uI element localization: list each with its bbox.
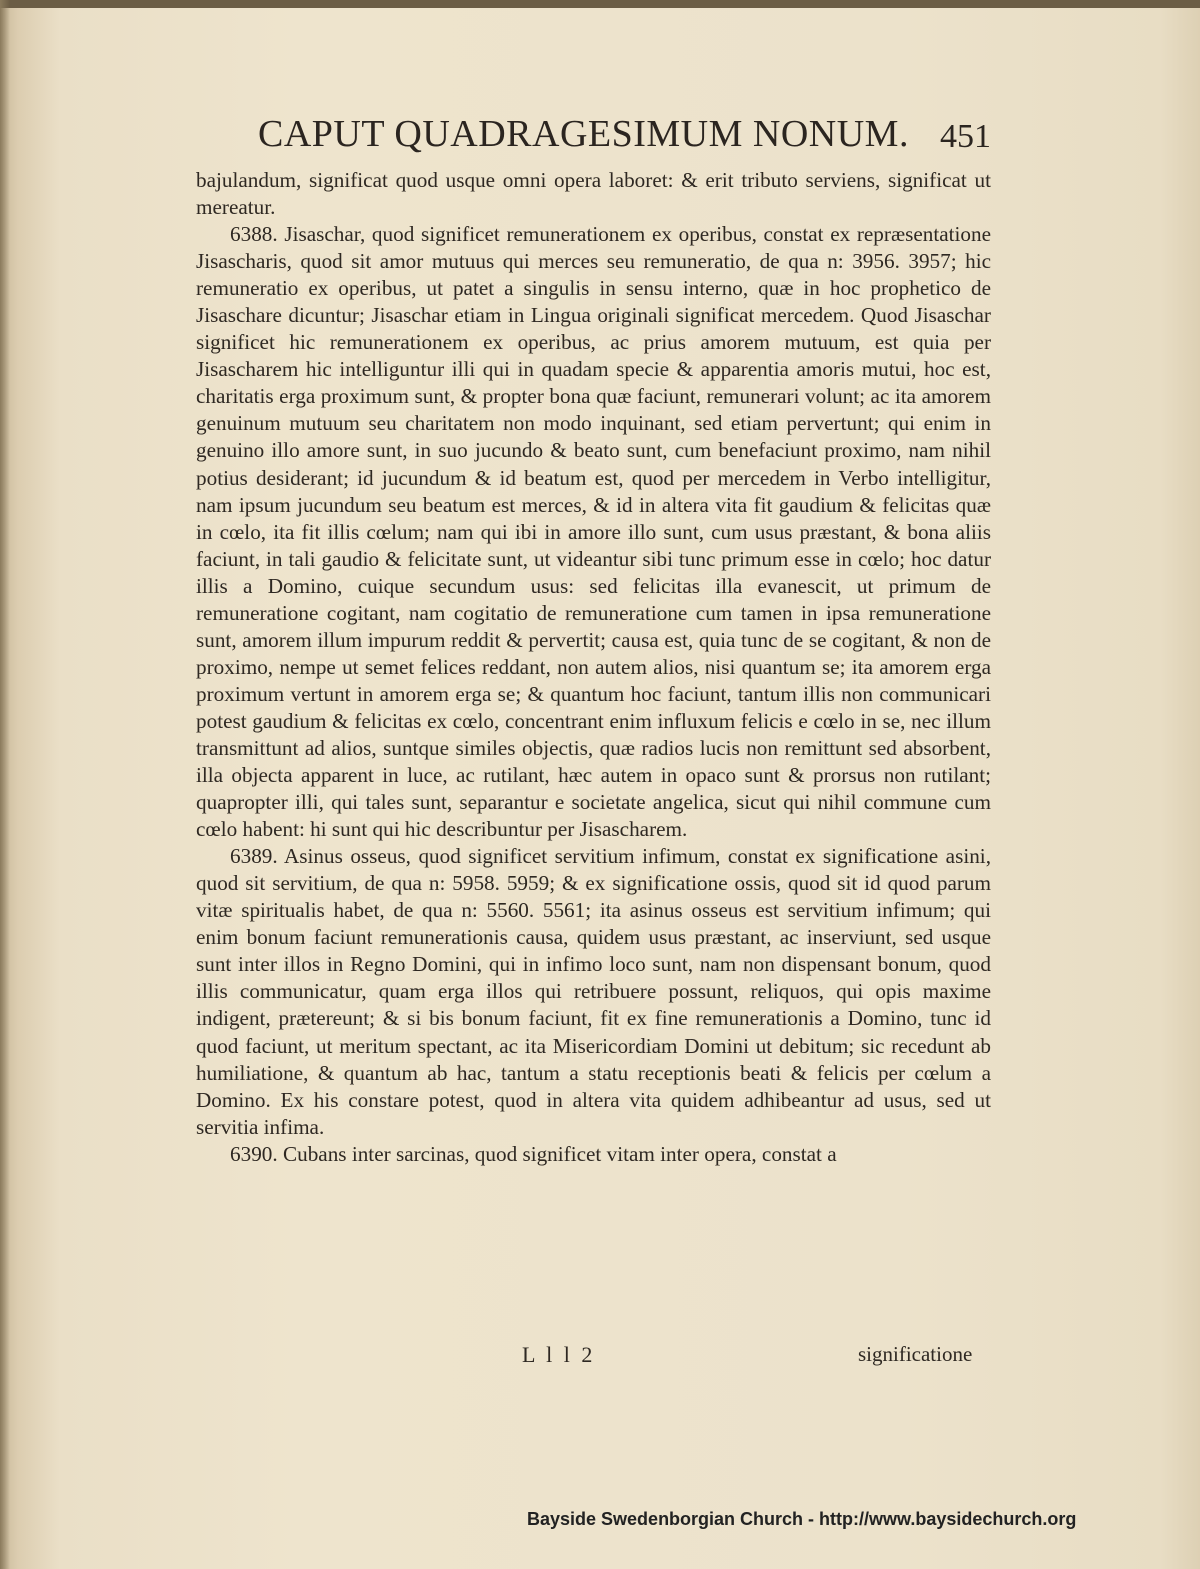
body-text: [196, 167, 991, 1168]
catchword: significatione: [858, 1342, 973, 1366]
paragraph-6389: 6389. Asinus osseus, quod significet servitium infimum, constat ex significatione asini, quod sit servitium, de qua n: 5958. 5959; & ex significatione ossis, quod sit id quod parum vitæ spiritualis habet, de qua n: 5560. 5561; ita asinus osseus est servitium infimum; qui enim bonum faciunt remunerationis causa, quidem usus præstant, ac inserviunt, sed usque sunt inter illos in Regno Domini, qui in infimo loco sunt, nam non dispensant bonum, quod illis communicatur, quam erga illos qui retribuere possunt, reliquos, qui opis maxime indigent, prætereunt; & si bis bonum faciunt, fit ex fine remunerationis a Domino, tunc id quod faciunt, ut meritum spectant, ac ita Misericordiam Domini ut debitum; sic recedunt ab humiliatione, & quantum ab hac, tantum a statu receptionis beati & felicis per cœlum a Domino. Ex his constare potest, quod in altera vita quidem adhibeantur ad usus, sed ut servitia infima.: [196, 844, 991, 1139]
paragraph-continuation: bajulandum, significat quod usque omni opera laboret: & erit tributo serviens, significat ut mereatur.: [196, 168, 991, 220]
running-head: CAPUT QUADRAGESIMUM NONUM.: [258, 113, 909, 155]
paragraph-6388: 6388. Jisaschar, quod significet remunerationem ex operibus, constat ex repræsentatione Jisascharis, quod sit amor mutuus qui merces seu remuneratio, de qua n: 3956. 3957; hic remuneratio ex operibus, ut patet a singulis in sensu interno, quæ in hoc prophetico de Jisaschare dicuntur; Jisaschar etiam in Lingua originali significat mercedem. Quod Jisaschar significet hic remunerationem ex operibus, ac prius amorem mutuum, est quia per Jisascharem hic intelliguntur illi qui in quadam specie & apparentia amoris mutui, hoc est, charitatis erga proximum sunt, & propter bona quæ faciunt, remunerari volunt; ac ita amorem genuinum mutuum seu charitatem non modo inquinant, sed etiam pervertunt; qui enim in genuino illo amore sunt, in suo jucundo & beato sunt, cum benefaciunt proximo, nam nihil potius desiderant; id jucundum & id beatum est, quod per mercedem in Verbo intelligitur, nam ipsum jucundum seu beatum est merces, & id in altera vita fit gaudium & felicitas quæ in cœlo, ita fit illis cœlum; nam qui ibi in amore illo sunt, cum usus præstant, & bona aliis faciunt, in tali gaudio & felicitate sunt, ut videantur sibi tunc primum esse in cœlo; hoc datur illis a Domino, cuique secundum usus: sed felicitas illa evanescit, ut primum de remuneratione cogitant, nam cogitatio de remuneratione cum tamen in ipsa remuneratione sunt, amorem illum impurum reddit & pervertit; causa est, quia tunc de se cogitant, & non de proximo, nempe ut semet felices reddant, non autem alios, nisi quantum se; ita amorem erga proximum vertunt in amorem erga se; & quantum hoc faciunt, tantum illis non communicari potest gaudium & felicitas ex cœlo, concentrant enim influxum felicis e cœlo in se, nec illum transmittunt ad alios, suntque similes objectis, quæ radios lucis non remittunt sed absorbent, illa objecta apparent in luce, ac rutilant, hæc autem in opaco sunt & prorsus non rutilant; quapropter illi, qui tales sunt, separantur e societate angelica, sicut qui nihil commune cum cœlo habent: hi sunt qui hic describuntur per Jisascharem.: [196, 222, 991, 842]
footer-credit: Bayside Swedenborgian Church - http://www.baysidechurch.org: [527, 1509, 1077, 1529]
signature-mark: L l l 2: [522, 1342, 596, 1367]
page-number: 451: [940, 118, 991, 155]
paragraph-6390: 6390. Cubans inter sarcinas, quod significet vitam inter opera, constat a: [230, 1141, 837, 1166]
